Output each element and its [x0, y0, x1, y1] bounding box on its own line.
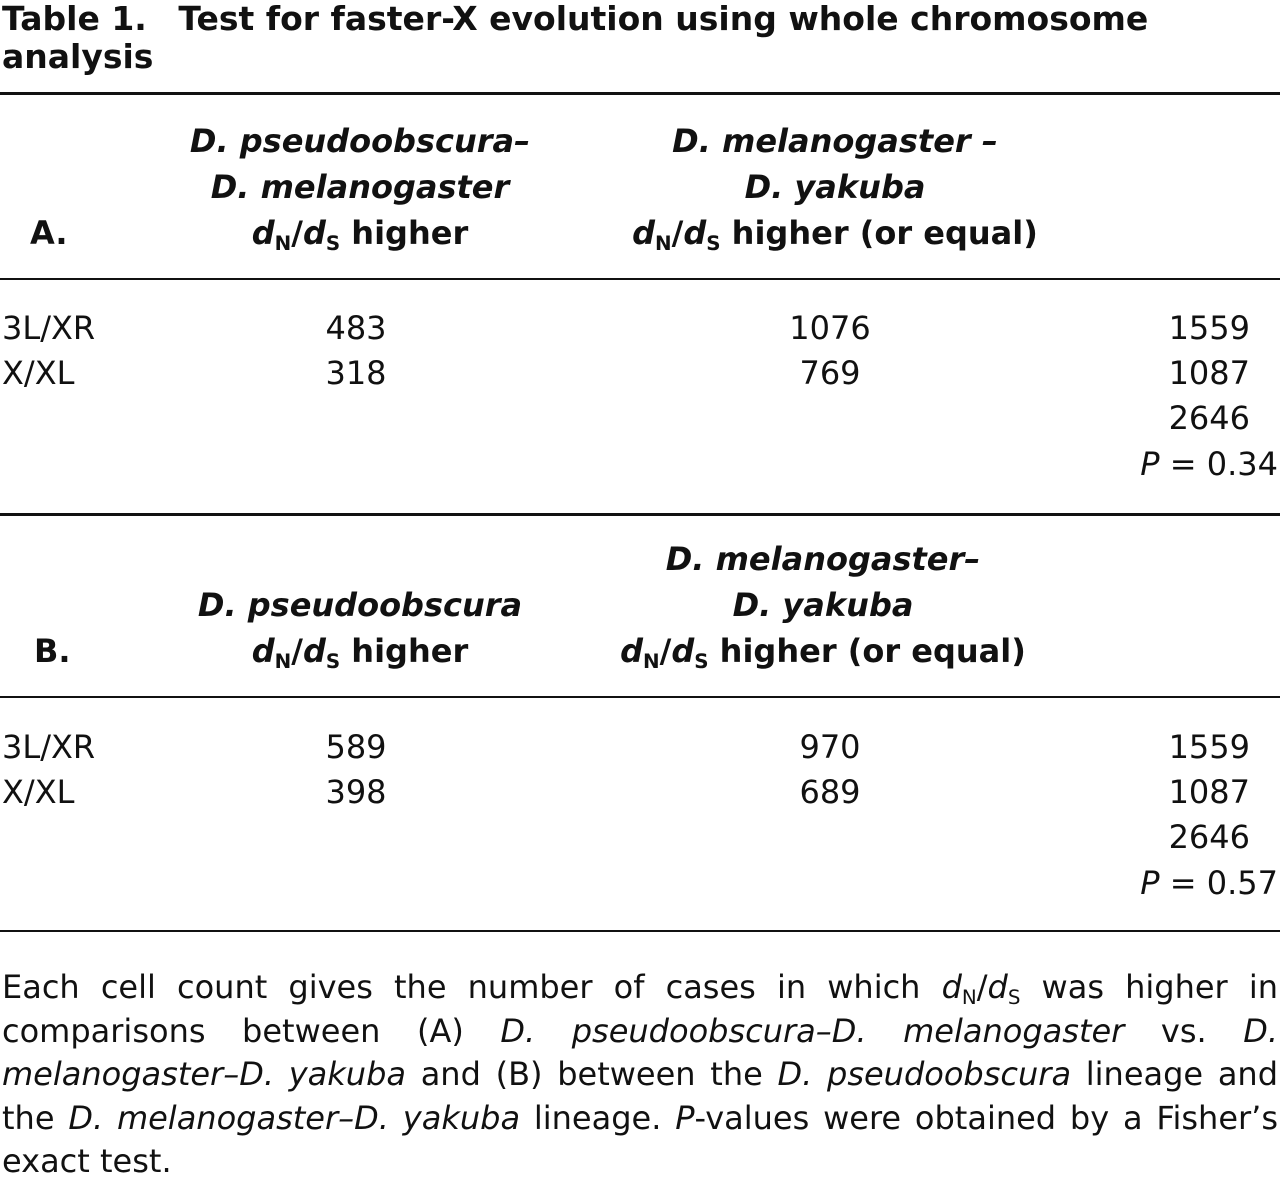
panel-b-col1-metric: $d_N/d_S$ higher	[251, 632, 469, 673]
panel-b-row1-total: 1559	[1168, 728, 1250, 766]
panel-a-row1-v2: 1076	[789, 309, 871, 347]
panel-a-grand-total: 2646	[1168, 399, 1250, 437]
panel-b-label: B.	[34, 632, 71, 670]
panel-b-row2-v1: 398	[325, 773, 387, 811]
panel-a-col1-species-line2: D. melanogaster	[210, 168, 510, 206]
panel-a-col1-metric: $d_N/d_S$ higher	[251, 214, 469, 255]
panel-b-row1-v2: 970	[799, 728, 861, 766]
panel-b-col2-metric: $d_N/d_S$ higher (or equal)	[620, 632, 1026, 673]
panel-a-p-value: P = 0.34	[1140, 445, 1278, 483]
panel-b-row1-label: 3L/XR	[2, 728, 96, 766]
panel-a-row1-total: 1559	[1168, 309, 1250, 347]
panel-separator-rule	[0, 513, 1280, 516]
panel-a-row2-v2: 769	[799, 354, 861, 392]
top-rule	[0, 92, 1280, 95]
panel-b-row2-total: 1087	[1168, 773, 1250, 811]
panel-a-row2-label: X/XL	[2, 354, 75, 392]
panel-a-row1-label: 3L/XR	[2, 309, 96, 347]
panel-b-header-rule	[0, 696, 1280, 698]
panel-a-row2-total: 1087	[1168, 354, 1250, 392]
panel-b-grand-total: 2646	[1168, 818, 1250, 856]
panel-b-col1-species: D. pseudoobscura	[197, 586, 523, 624]
table-footnote: Each cell count gives the number of cases in which $d_N/d_S$ was higher in comparisons between (A) D. pseudoobscura–D. melanogaster vs. D. melanogaster–D. yakuba and (B) between the D. pseudoobscura lineage and the D. melanogaster–D. yakuba lineage. P-values were obtained by a Fisher’s exact test.	[2, 968, 1279, 1180]
panel-b-row1-v1: 589	[325, 728, 387, 766]
panel-b-row2-label: X/XL	[2, 773, 75, 811]
table-caption	[2, 0, 1272, 76]
panel-a-row2-v1: 318	[325, 354, 387, 392]
panel-a-col2-species-line2: D. yakuba	[744, 168, 926, 206]
panel-b-col2-species-line2: D. yakuba	[732, 586, 914, 624]
panel-b-p-value: P = 0.57	[1140, 864, 1278, 902]
panel-a-header-rule	[0, 278, 1280, 280]
table-number: Table 1.	[2, 0, 147, 38]
panel-b-col2-species-line1: D. melanogaster–	[665, 540, 981, 578]
bottom-rule	[0, 930, 1280, 932]
panel-a-col2-metric: $d_N/d_S$ higher (or equal)	[632, 214, 1038, 255]
panel-a-col2-species-line1: D. melanogaster –	[672, 122, 998, 160]
panel-a-row1-v1: 483	[325, 309, 387, 347]
panel-b-row2-v2: 689	[799, 773, 861, 811]
panel-a-label: A.	[30, 214, 68, 252]
panel-a-col1-species-line1: D. pseudoobscura–	[189, 122, 531, 160]
table-title: Test for faster-X evolution using whole chromosome analysis	[2, 0, 1149, 76]
